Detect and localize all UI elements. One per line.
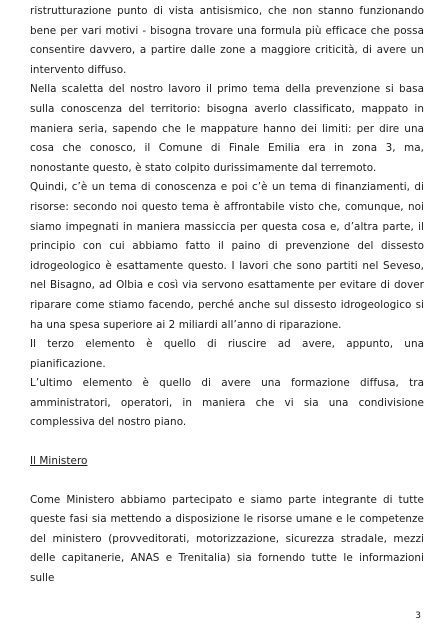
paragraph-6: Come Ministero abbiamo partecipato e siamo parte integrante di tutte queste fasi sia mettendo a disposizione le risorse umane e le competenze del ministero (provveditorati, motorizzazione, sicurezza stradale, mezzi delle capitanerie, ANAS e Trenitalia) sia fornendo tutte le informazioni sulle: [30, 493, 424, 585]
document-page: [30, 2, 424, 589]
paragraph-3: Quindi, c’è un tema di conoscenza e poi c’è un tema di finanziamenti, di risorse: secondo noi questo tema è affrontabile visto che, comunque, noi siamo impegnati in maniera massiccia per questa cosa e, d’altra parte, il principio con cui abbiamo fatto il paino di prevenzione del dissesto idrogeologico è esattamente questo. I lavori che sono partiti nel Seveso, nel Bisagno, ad Olbia e così via servono esattamente per evitare di dover riparare come stiamo facendo, perché anche sul dissesto idrogeologico si ha una spesa superiore ai 2 miliardi all’anno di riparazione.: [30, 181, 424, 331]
section-heading: Il Ministero: [30, 455, 88, 468]
paragraph-5: L’ultimo elemento è quello di avere una formazione diffusa, tra amministratori, operatori, in maniera che vi sia una condivisione complessiva del nostro piano.: [30, 377, 424, 429]
paragraph-4: Il terzo elemento è quello di riuscire ad avere, appunto, una pianificazione.: [30, 338, 424, 370]
page-number: 3: [415, 611, 421, 621]
paragraph-1: ristrutturazione punto di vista antisismico, che non stanno funzionando bene per vari motivi - bisogna trovare una formula più efficace che possa consentire davvero, a partire dalle zone a maggiore criticità, di avere un intervento diffuso.: [30, 5, 424, 76]
paragraph-2: Nella scaletta del nostro lavoro il primo tema della prevenzione si basa sulla conoscenza del territorio: bisogna averlo classificato, mappato in maniera seria, sapendo che le mappature hanno dei limiti: per dire una cosa che conosco, il Comune di Finale Emilia era in zona 3, ma, nonostante questo, è stato colpito durissimamente dal terremoto.: [30, 83, 424, 174]
